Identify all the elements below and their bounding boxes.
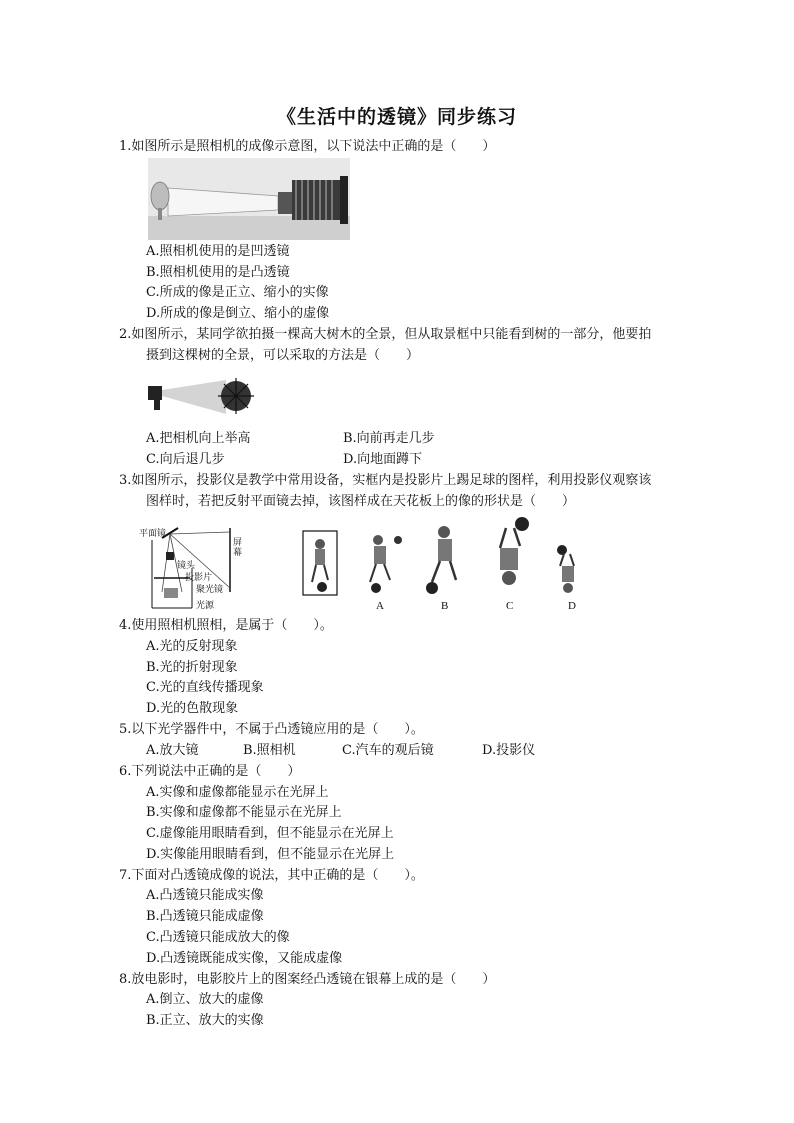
q6-option-b: B.实像和虚像都不能显示在光屏上 [146,805,342,820]
question-1-stem: 1.如图所示是照相机的成像示意图，以下说法中正确的是（ ） [119,139,496,154]
q5-option-a: A.放大镜 [146,743,199,758]
page-title: 《生活中的透镜》同步练习 [276,106,517,128]
label-screen: 屏幕 [233,538,243,558]
choice-label-d: D [568,600,576,612]
q7-option-c: C.凸透镜只能成放大的像 [146,930,290,945]
question-6-stem: 6.下列说法中正确的是（ ） [119,764,301,779]
label-condenser: 聚光镜 [196,585,224,595]
question-4-stem: 4.使用照相机照相，是属于（ ）。 [119,618,333,633]
label-plane-mirror: 平面镜 [139,529,167,539]
label-lens: 镜头 [177,561,196,571]
question-5-stem: 5.以下光学器件中，不属于凸透镜应用的是（ ）。 [119,722,424,737]
q7-option-a: A.凸透镜只能成实像 [146,888,264,903]
tree-photo-figure [148,374,254,424]
q2-option-c: C.向后退几步 [146,452,225,467]
q5-option-d: D.投影仪 [482,743,536,758]
choice-d-figure [552,542,582,600]
q8-option-b: B.正立、放大的实像 [146,1013,264,1028]
q4-option-c: C.光的直线传播现象 [146,680,264,695]
question-2-stem-line1: 2.如图所示，某同学欲拍摄一棵高大树木的全景，但从取景框中只能看到树的一部分，他要拍 [119,327,652,342]
q5-option-c: C.汽车的观后镜 [342,743,434,758]
choice-label-a: A [376,600,384,612]
q5-option-b: B.照相机 [243,743,296,758]
label-slide: 投影片 [185,573,213,583]
q4-option-d: D.光的色散现象 [146,701,239,716]
q1-option-b: B.照相机使用的是凸透镜 [146,265,290,280]
choice-c-figure [484,514,536,600]
q4-option-b: B.光的折射现象 [146,660,238,675]
camera-imaging-figure [148,158,350,244]
q8-option-a: A.倒立、放大的虚像 [146,992,264,1007]
question-3-stem-line2: 图样时，若把反射平面镜去掉，该图样成在天花板上的像的形状是（ ） [146,494,576,509]
q6-option-a: A.实像和虚像都能显示在光屏上 [146,785,329,800]
question-8-stem: 8.放电影时，电影胶片上的图案经凸透镜在银幕上成的是（ ） [119,972,496,987]
question-3-stem-line1: 3.如图所示，投影仪是教学中常用设备，实框内是投影片上踢足球的图样，利用投影仪观察该 [119,473,652,488]
q4-option-a: A.光的反射现象 [146,639,238,654]
q2-option-a: A.把相机向上举高 [146,431,251,446]
q6-option-c: C.虚像能用眼睛看到，但不能显示在光屏上 [146,826,394,841]
choice-label-b: B [441,600,449,612]
q1-option-a: A.照相机使用的是凹透镜 [146,244,290,259]
q7-option-b: B.凸透镜只能成虚像 [146,909,264,924]
choice-label-c: C [506,600,514,612]
q6-option-d: D.实像能用眼睛看到，但不能显示在光屏上 [146,847,395,862]
slide-frame-figure [302,530,338,600]
q2-option-d: D.向地面蹲下 [343,452,423,467]
label-light-source: 光源 [196,601,215,611]
q7-option-d: D.凸透镜既能成实像，又能成虚像 [146,951,343,966]
choice-a-figure [362,530,404,600]
q1-option-d: D.所成的像是倒立、缩小的虚像 [146,306,330,321]
q1-option-c: C.所成的像是正立、缩小的实像 [146,285,329,300]
q2-option-b: B.向前再走几步 [343,431,435,446]
question-7-stem: 7.下面对凸透镜成像的说法，其中正确的是（ ）。 [119,868,424,883]
choice-b-figure [418,522,464,600]
question-2-stem-line2: 摄到这棵树的全景，可以采取的方法是（ ） [146,348,420,363]
